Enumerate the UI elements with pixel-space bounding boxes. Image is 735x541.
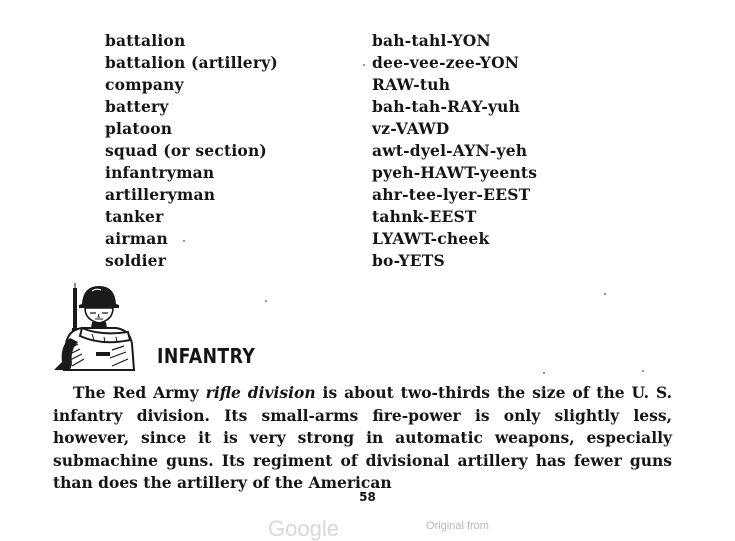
vocab-pronunciation: dee-vee-zee-YON [372, 53, 520, 72]
watermark-right: Original from [426, 520, 489, 532]
paragraph-italic-term: rifle division [205, 383, 316, 402]
vocab-term: platoon [105, 119, 173, 138]
vocab-term: artilleryman [105, 185, 216, 204]
scan-speck [183, 240, 185, 242]
paragraph-text: The Red Army [73, 383, 206, 402]
vocabulary-list [0, 30, 735, 272]
vocab-term: company [105, 75, 184, 94]
vocab-pronunciation: ahr-tee-lyer-EEST [372, 185, 531, 204]
vocab-term: squad (or section) [105, 141, 267, 160]
vocab-pronunciation: bo-YETS [372, 251, 445, 270]
vocab-row [0, 250, 735, 272]
watermark-left: Google [268, 516, 339, 541]
page-number: 58 [359, 490, 376, 504]
scan-speck [642, 370, 644, 372]
scan-speck [543, 372, 545, 374]
infantry-soldier-icon [52, 282, 142, 372]
vocab-row [0, 30, 735, 52]
vocab-term: tanker [105, 207, 164, 226]
vocab-row [0, 52, 735, 74]
section-heading: INFANTRY [157, 344, 256, 368]
vocab-row [0, 162, 735, 184]
vocab-pronunciation: tahnk-EEST [372, 207, 477, 226]
vocab-row [0, 140, 735, 162]
vocab-pronunciation: awt-dyel-AYN-yeh [372, 141, 528, 160]
vocab-row [0, 228, 735, 250]
vocab-pronunciation: RAW-tuh [372, 75, 451, 94]
vocab-pronunciation: vz-VAWD [372, 119, 450, 138]
scan-speck [265, 300, 267, 302]
vocab-pronunciation: pyeh-HAWT-yeents [372, 163, 538, 182]
paragraph-text: is about two-thirds the size of the U. S. infantry division. Its small-arms fire-power is only slightly less, however, since it is very strong in automatic weapons, especially submachine guns. Its regiment of divisional artillery has fewer guns than does the artillery of the American [53, 383, 672, 492]
vocab-term: soldier [105, 251, 167, 270]
scan-speck [604, 293, 606, 295]
vocab-row [0, 74, 735, 96]
vocab-term: airman [105, 229, 169, 248]
vocab-row [0, 118, 735, 140]
vocab-row [0, 184, 735, 206]
vocab-row [0, 96, 735, 118]
vocab-term: battery [105, 97, 169, 116]
vocab-pronunciation: bah-tah-RAY-yuh [372, 97, 521, 116]
body-paragraph [53, 382, 672, 495]
scan-speck [363, 64, 365, 66]
vocab-term: battalion [105, 31, 186, 50]
vocab-pronunciation: bah-tahl-YON [372, 31, 491, 50]
vocab-term: battalion (artillery) [105, 53, 278, 72]
vocab-pronunciation: LYAWT-cheek [372, 229, 490, 248]
vocab-row [0, 206, 735, 228]
vocab-term: infantryman [105, 163, 215, 182]
